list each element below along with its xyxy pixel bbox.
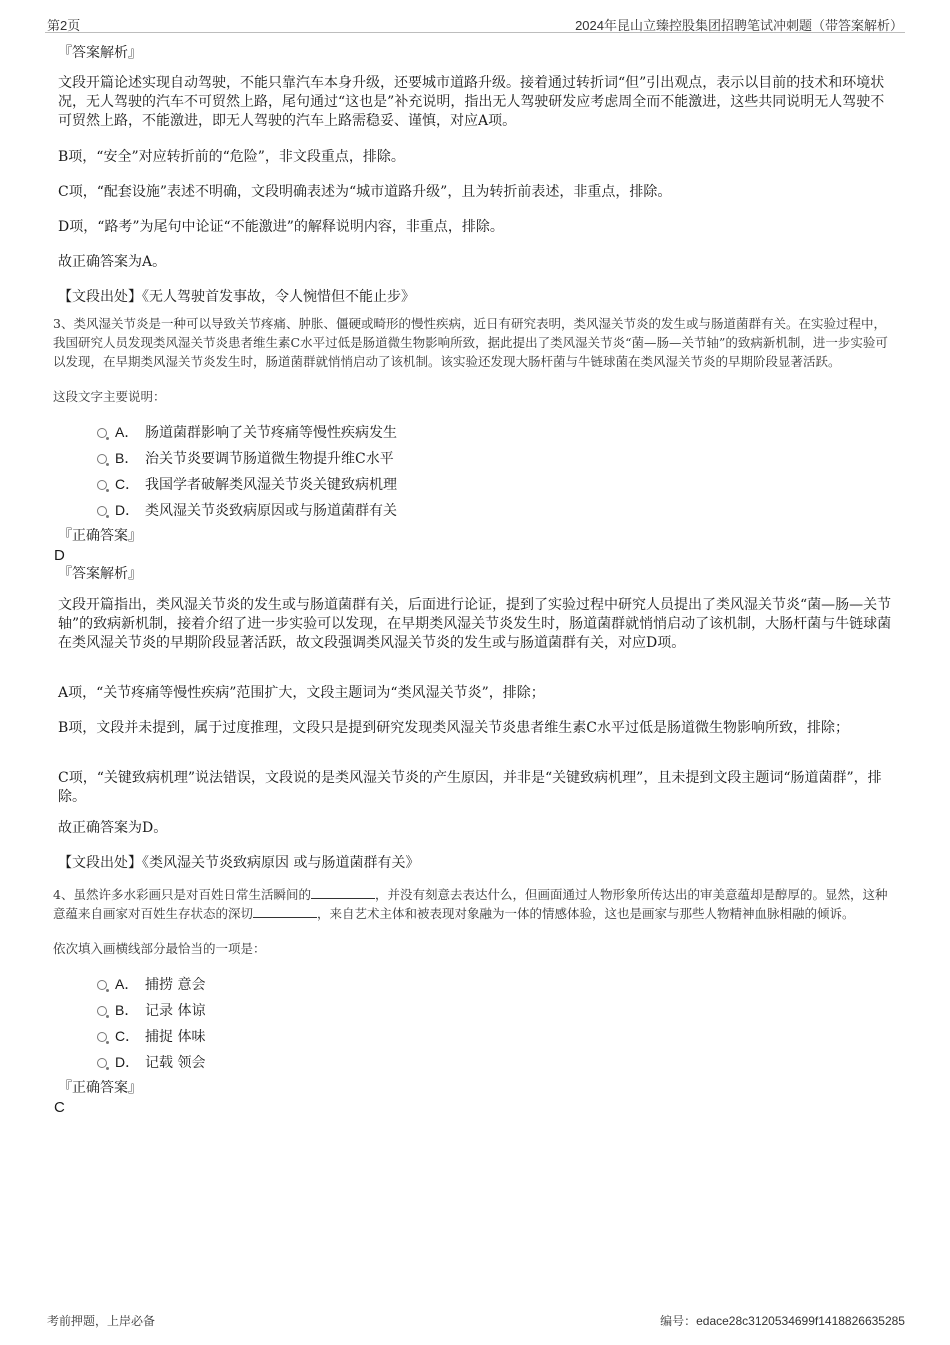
q3-correct-answer: D (54, 547, 65, 564)
q3-option-a[interactable]: A． 肠道菌群影响了关节疼痛等慢性疾病发生 (97, 419, 894, 445)
q2-analysis-label: 『答案解析』 (58, 45, 142, 61)
q2-analysis-paragraph-2: B项，“安全”对应转折前的“危险”，非文段重点，排除。 (58, 149, 405, 165)
q3-analysis-paragraph-5: 故正确答案为D。 (58, 820, 168, 836)
q4-options (54, 971, 894, 1075)
document-title: 2024年昆山立臻控股集团招聘笔试冲刺题（带答案解析） (575, 18, 903, 33)
q4-stem: 4、虽然许多水彩画只是对百姓日常生活瞬间的 ，并没有刻意去表达什么，但画面通过人物形象所传达出的审美意蕴却是醇厚的。显然，这种意蕴来自画家对百姓生存状态的深切 ，来自艺术主体和被表现对象融为一体的情感体验，这也是画家与那些人物精神血脉相融的倾诉。 (53, 887, 888, 921)
fill-blank-1 (311, 886, 375, 899)
q3-option-b[interactable]: B． 治关节炎要调节肠道微生物提升维C水平 (97, 445, 894, 471)
radio-icon[interactable] (97, 428, 107, 438)
q2-analysis-paragraph-3: C项，“配套设施”表述不明确，文段明确表述为“城市道路升级”，且为转折前表述，非重点，排除。 (58, 184, 672, 200)
q2-analysis-paragraph-5: 故正确答案为A。 (58, 254, 167, 270)
q3-analysis-paragraph-3: B项，文段并未提到，属于过度推理，文段只是提到研究发现类风湿关节炎患者维生素C水平过低是肠道微生物影响所致，排除； (58, 720, 849, 736)
q3-option-c[interactable]: C． 我国学者破解类风湿关节炎关键致病机理 (97, 471, 894, 497)
radio-icon[interactable] (97, 1058, 107, 1068)
q3-source: 【文段出处】《类风湿关节炎致病原因 或与肠道菌群有关》 (58, 855, 420, 871)
q3-analysis-label: 『答案解析』 (58, 566, 142, 582)
q4-option-b[interactable]: B． 记录 体谅 (97, 997, 894, 1023)
page-footer (45, 1312, 905, 1332)
q3-correct-label: 『正确答案』 (58, 528, 142, 544)
q3-analysis-paragraph-2: A项，“关节疼痛等慢性疾病”范围扩大，文段主题词为“类风湿关节炎”，排除； (58, 685, 545, 701)
q3-option-d[interactable]: D． 类风湿关节炎致病原因或与肠道菌群有关 (97, 497, 894, 523)
footer-slogan: 考前押题，上岸必备 (47, 1314, 156, 1328)
q3-prompt: 这段文字主要说明： (53, 389, 166, 404)
page-number: 第2页 (47, 18, 81, 33)
q3-analysis-paragraph-4: C项，“关键致病机理”说法错误，文段说的是类风湿关节炎的产生原因，并非是“关键致病机理”，且未提到文段主题词“肠道菌群”，排除。 (58, 770, 882, 805)
q4-option-a[interactable]: A． 捕捞 意会 (97, 971, 894, 997)
q4-option-c[interactable]: C． 捕捉 体味 (97, 1023, 894, 1049)
radio-icon[interactable] (97, 506, 107, 516)
q2-analysis-paragraph-4: D项，“路考”为尾句中论证“不能激进”的解释说明内容，非重点，排除。 (58, 219, 504, 235)
q3-stem: 3、类风湿关节炎是一种可以导致关节疼痛、肿胀、僵硬或畸形的慢性疾病，近日有研究表明，类风湿关节炎的发生或与肠道菌群有关。在实验过程中，我国研究人员发现类风湿关节炎患者维生素C水平过低是肠道微生物影响所致，据此提出了类风湿关节炎“菌—肠—关节轴”的致病新机制，进一步实验可以发现，在早期类风湿关节炎发生时，肠道菌群就悄悄启动了该机制。该实验还发现大肠杆菌与牛链球菌在类风湿关节炎的早期阶段显著活跃。 (53, 316, 888, 369)
q4-correct-label: 『正确答案』 (58, 1080, 142, 1096)
fill-blank-2 (253, 905, 317, 918)
radio-icon[interactable] (97, 1032, 107, 1042)
page-header (45, 12, 905, 33)
q4-prompt: 依次填入画横线部分最恰当的一项是： (53, 941, 266, 956)
radio-icon[interactable] (97, 980, 107, 990)
q2-source: 【文段出处】《无人驾驶首发事故，令人惋惜但不能止步》 (58, 289, 415, 305)
document-code: 编号：edace28c3120534699f1418826635285 (660, 1314, 905, 1328)
q3-options (54, 419, 894, 523)
q3-analysis-paragraph-1: 文段开篇指出，类风湿关节炎的发生或与肠道菌群有关，后面进行论证，提到了实验过程中研究人员提出了类风湿关节炎“菌—肠—关节轴”的致病新机制，接着介绍了进一步实验可以发现，在早期类风湿关节炎发生时，肠道菌群就悄悄启动了该机制，大肠杆菌与牛链球菌在类风湿关节炎的早期阶段显著活跃，故文段强调类风湿关节炎的发生或与肠道菌群有关，对应D项。 (58, 597, 892, 651)
radio-icon[interactable] (97, 1006, 107, 1016)
q4-option-d[interactable]: D． 记载 领会 (97, 1049, 894, 1075)
radio-icon[interactable] (97, 480, 107, 490)
q4-correct-answer: C (54, 1099, 65, 1116)
page-content (54, 44, 894, 1117)
q2-analysis-paragraph-1: 文段开篇论述实现自动驾驶，不能只靠汽车本身升级，还要城市道路升级。接着通过转折词“但”引出观点，表示以目前的技术和环境状况，无人驾驶的汽车不可贸然上路，尾句通过“这也是”补充说明，指出无人驾驶研发应考虑周全而不能激进，这些共同说明无人驾驶不可贸然上路，不能激进，即无人驾驶的汽车上路需稳妥、谨慎，对应A项。 (58, 75, 885, 129)
radio-icon[interactable] (97, 454, 107, 464)
